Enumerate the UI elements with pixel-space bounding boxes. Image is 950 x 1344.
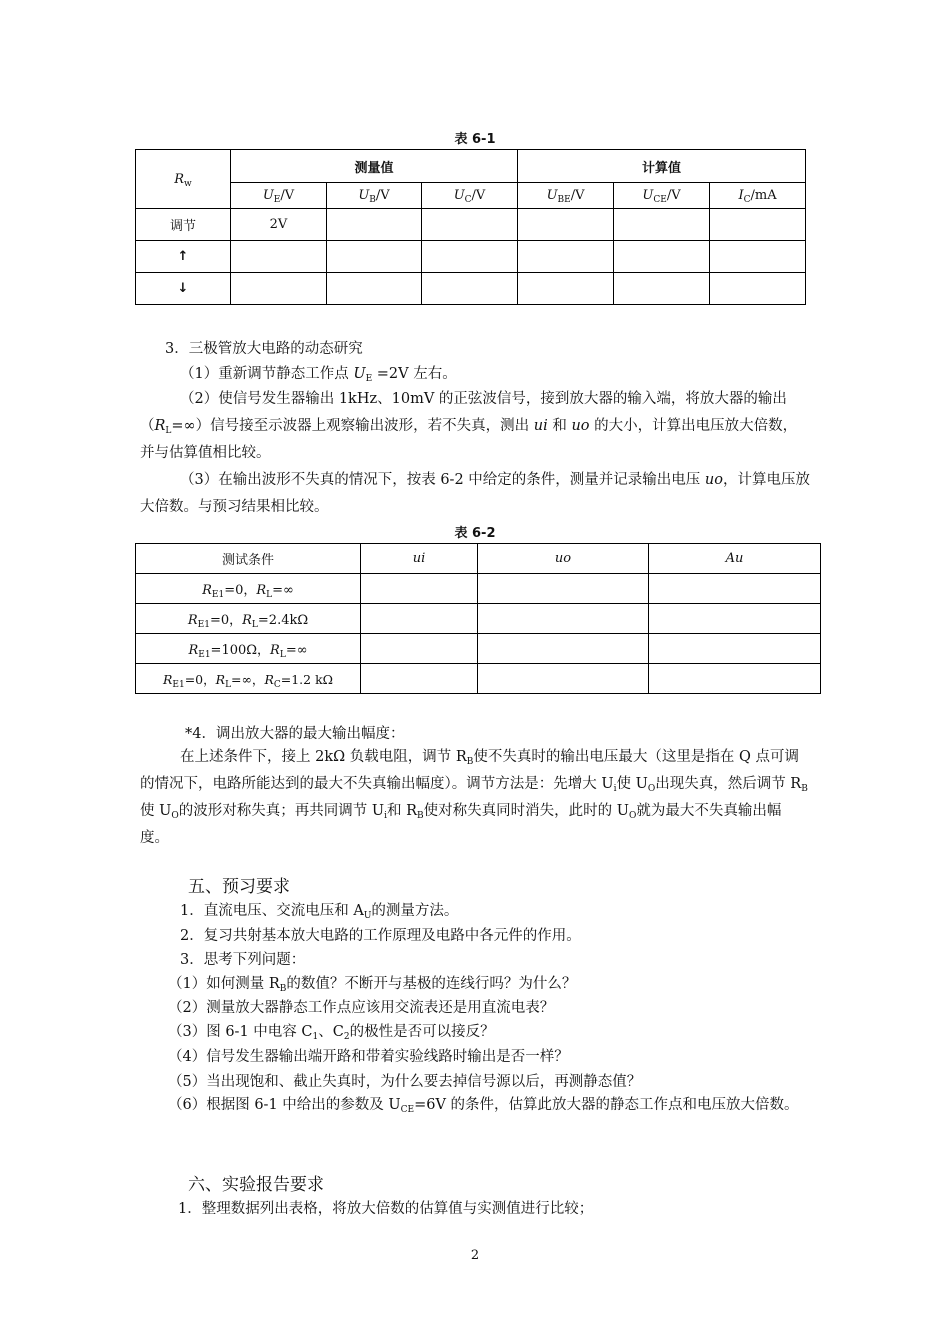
- section3-p2: （2）使信号发生器输出 1kHz、10mV 的正弦波信号，接到放大器的输入端，将放大器的输出$(R_L=\infty)$信号接至示波器上观察输出波形，若不失真，测出 ui 和 uo 的大小，计算出电压放大倍数，并与估算值相比较。: [140, 391, 798, 461]
- section3-p3: （3）在输出波形不失真的情况下，按表 6-2 中给定的条件，测量并记录输出电压 uo，计算电压放大倍数。与预习结果相比较。: [140, 472, 810, 515]
- table-cell: [649, 604, 821, 634]
- section3-p1: （1）重新调节静态工作点 $U_E =2V$ 左右。: [180, 366, 457, 384]
- table-cell: [361, 604, 478, 634]
- section5-item3: 3．思考下列问题：: [180, 952, 306, 968]
- table2-caption: 表 6-2: [454, 526, 496, 541]
- section6-item1: 1．整理数据列出表格，将放大倍数的估算值与实测值进行比较；: [178, 1201, 594, 1217]
- table-cell: [710, 209, 806, 241]
- table-cell: [361, 574, 478, 604]
- question-3: （3）图 6-1 中电容 $C_1$、$C_2$的极性是否可以接反？: [168, 1024, 495, 1042]
- row-label-adjust: 调节: [136, 209, 231, 241]
- question-1: （1）如何测量 $R_B$的数值？不断开与基极的连线行吗？为什么？: [168, 976, 577, 994]
- table-cell: [649, 574, 821, 604]
- table-cell: [710, 273, 806, 305]
- table-cell: [649, 664, 821, 694]
- table-row: [136, 241, 806, 273]
- condition-cell: $R_{E1}=0$，$R_L=\infty$: [136, 574, 361, 604]
- table-row: [136, 574, 821, 604]
- header-ui: ui: [361, 544, 478, 574]
- section3-heading: 3．三极管放大电路的动态研究: [165, 341, 363, 357]
- table-cell: [361, 634, 478, 664]
- section5-item1: 1．直流电压、交流电压和 $A_U$的测量方法。: [180, 903, 459, 921]
- table-cell: [614, 209, 710, 241]
- table-cell: [422, 209, 518, 241]
- down-arrow-icon: ↓: [136, 273, 231, 305]
- col-ub: $U_B/V$: [327, 183, 422, 209]
- table-cell: [327, 209, 422, 241]
- table-row: [136, 604, 821, 634]
- table-cell: [478, 604, 649, 634]
- rw-header: $R_w$: [136, 150, 231, 209]
- header-uo: uo: [478, 544, 649, 574]
- table-6-2: [135, 543, 821, 694]
- table-cell: [710, 241, 806, 273]
- col-ube: $U_{BE}/V$: [518, 183, 614, 209]
- table-row: [136, 634, 821, 664]
- table-row: [136, 273, 806, 305]
- page-number: 2: [470, 1248, 480, 1263]
- table-cell: [231, 241, 327, 273]
- table-cell: [478, 574, 649, 604]
- header-au: Au: [649, 544, 821, 574]
- question-4: （4）信号发生器输出端开路和带着实验线路时输出是否一样？: [168, 1049, 569, 1065]
- measured-header: 测量值: [231, 150, 518, 183]
- condition-cell: $R_{E1}=100\Omega$，$R_L=\infty$: [136, 634, 361, 664]
- table-row: [136, 664, 821, 694]
- calculated-header: 计算值: [518, 150, 806, 183]
- table-cell: [231, 273, 327, 305]
- section5-item2: 2．复习共射基本放大电路的工作原理及电路中各元件的作用。: [180, 928, 581, 944]
- question-6: （6）根据图 6-1 中给出的参数及 $U_{CE}=6V$ 的条件，估算此放大器的静态工作点和电压放大倍数。: [168, 1097, 799, 1115]
- table-cell: [518, 209, 614, 241]
- table-cell: [361, 664, 478, 694]
- section4-heading: *4．调出放大器的最大输出幅度：: [185, 726, 405, 742]
- col-ue: $U_E/V$: [231, 183, 327, 209]
- condition-cell: $R_{E1}=0$，$R_L=2.4k\Omega$: [136, 604, 361, 634]
- table-cell: [327, 241, 422, 273]
- table-cell: [518, 273, 614, 305]
- question-5: （5）当出现饱和、截止失真时，为什么要去掉信号源以后，再测静态值？: [168, 1074, 642, 1090]
- table-row: [136, 209, 806, 241]
- table-cell: [614, 241, 710, 273]
- up-arrow-icon: ↑: [136, 241, 231, 273]
- table-cell: [478, 664, 649, 694]
- table-cell: [649, 634, 821, 664]
- section6-heading: 六、实验报告要求: [188, 1175, 324, 1195]
- table1-caption: 表 6-1: [454, 132, 496, 147]
- table-cell: [422, 241, 518, 273]
- table-cell: [478, 634, 649, 664]
- section5-heading: 五、预习要求: [188, 877, 290, 897]
- table-cell: [327, 273, 422, 305]
- col-uce: $U_{CE}/V$: [614, 183, 710, 209]
- col-uc: $U_C/V$: [422, 183, 518, 209]
- table-6-1: [135, 149, 806, 305]
- cell-ue-value: 2V: [231, 209, 327, 241]
- section4-body: 在上述条件下，接上 2kΩ 负载电阻，调节 $R_B$使不失真时的输出电压最大（这里是指在 Q 点可调的情况下，电路所能达到的最大不失真输出幅度）。调节方法是：先增大 $U_i$使 $U_O$出现失真，然后调节 $R_B$使 $U_O$的波形对称失真；再共同调节 $U_i$和 $R_B$使对称失真同时消失，此时的 $U_O$就为最大不失真输出幅度。: [140, 749, 808, 846]
- question-2: （2）测量放大器静态工作点应该用交流表还是用直流电表？: [168, 1000, 555, 1016]
- col-ic: $I_C/mA$: [710, 183, 806, 209]
- table-cell: [518, 241, 614, 273]
- condition-cell: $R_{E1}=0$，$R_L=\infty$，$R_C=1.2$ kΩ: [136, 664, 361, 694]
- table-cell: [614, 273, 710, 305]
- header-test-condition: 测试条件: [136, 544, 361, 574]
- table-cell: [422, 273, 518, 305]
